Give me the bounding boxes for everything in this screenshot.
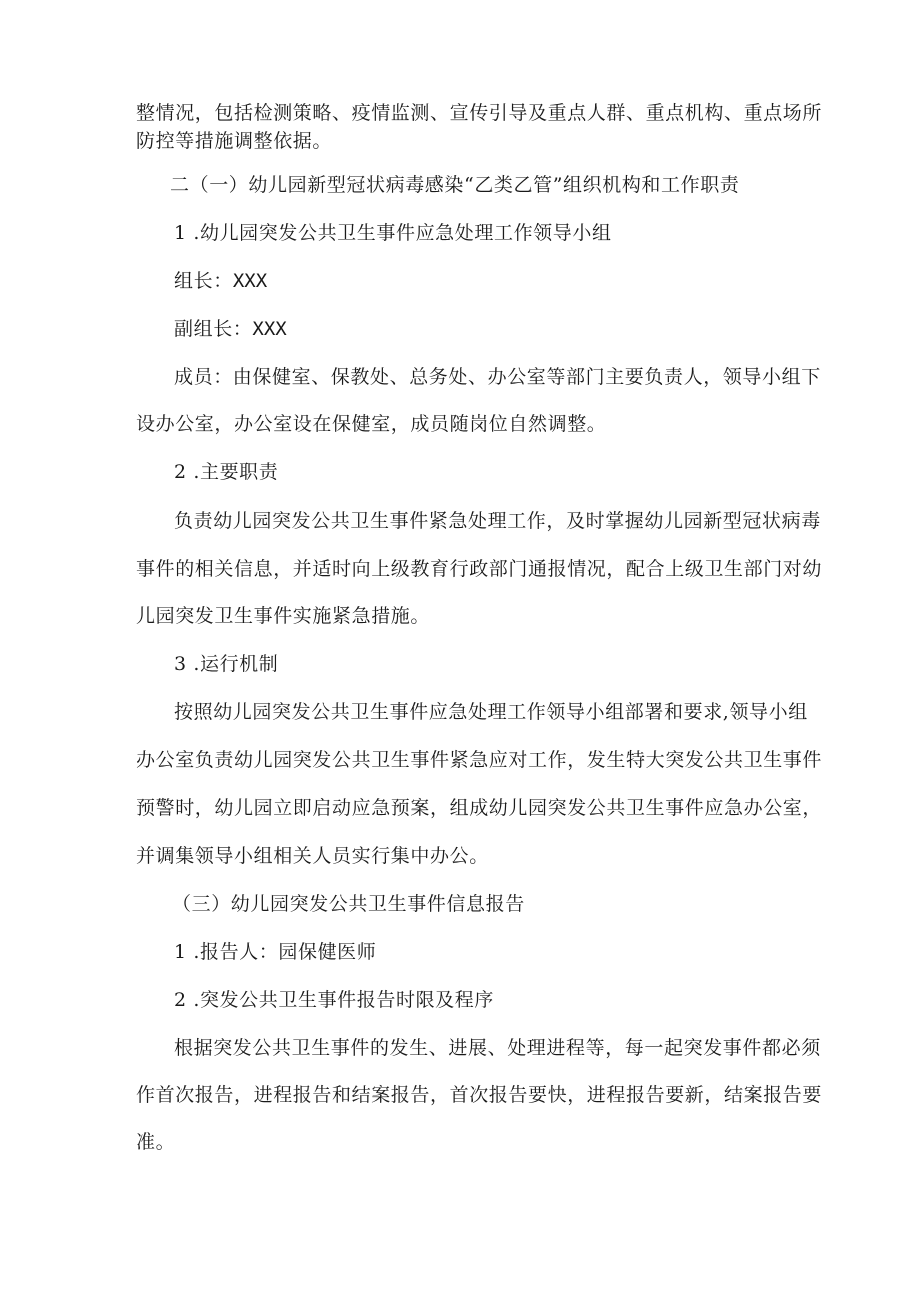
leader-label: 组长：: [174, 270, 233, 292]
paragraph-line: 事件的相关信息，并适时向上级教育行政部门通报情况，配合上级卫生部门对幼: [136, 558, 823, 580]
paragraph-line: 设办公室，办公室设在保健室，成员随岗位自然调整。: [136, 413, 607, 435]
item-heading: 1 .报告人：园保健医师: [174, 941, 377, 963]
item-heading: 2 .主要职责: [174, 461, 279, 483]
paragraph-line: 按照幼儿园突发公共卫生事件应急处理工作领导小组部署和要求,领导小组: [174, 701, 808, 723]
leader-value: XXX: [232, 270, 268, 292]
paragraph-line: 成员：由保健室、保教处、总务处、办公室等部门主要负责人，领导小组下: [174, 366, 821, 388]
section-heading: 二（一）幼儿园新型冠状病毒感染“乙类乙管”组织机构和工作职责: [170, 174, 740, 196]
paragraph-line: 负责幼儿园突发公共卫生事件紧急处理工作，及时掌握幼儿园新型冠状病毒: [174, 510, 821, 532]
paragraph-line: 并调集领导小组相关人员实行集中办公。: [136, 845, 489, 867]
item-heading: 3 .运行机制: [174, 653, 279, 675]
paragraph-line: 预警时，幼儿园立即启动应急预案，组成幼儿园突发公共卫生事件应急办公室，: [136, 797, 823, 819]
paragraph-line: 作首次报告，进程报告和结案报告，首次报告要快，进程报告要新，结案报告要: [136, 1084, 823, 1106]
deputy-value: XXX: [252, 318, 287, 340]
paragraph-line: 办公室负责幼儿园突发公共卫生事件紧急应对工作，发生特大突发公共卫生事件: [136, 749, 823, 771]
item-heading: 1 .幼儿园突发公共卫生事件应急处理工作领导小组: [174, 222, 612, 244]
deputy-label: 副组长：: [174, 318, 253, 340]
leader-line: [174, 269, 267, 293]
paragraph-line: 防控等措施调整依据。: [136, 130, 333, 152]
paragraph-line: 准。: [136, 1131, 176, 1153]
item-heading: 2 .突发公共卫生事件报告时限及程序: [174, 989, 494, 1011]
paragraph-line: 根据突发公共卫生事件的发生、进展、处理进程等，每一起突发事件都必须: [174, 1037, 821, 1059]
section-heading: （三）幼儿园突发公共卫生事件信息报告: [172, 893, 525, 915]
paragraph-line: 整情况，包括检测策略、疫情监测、宣传引导及重点人群、重点机构、重点场所: [136, 102, 823, 124]
deputy-line: [174, 317, 287, 341]
paragraph-line: 儿园突发卫生事件实施紧急措施。: [136, 605, 431, 627]
